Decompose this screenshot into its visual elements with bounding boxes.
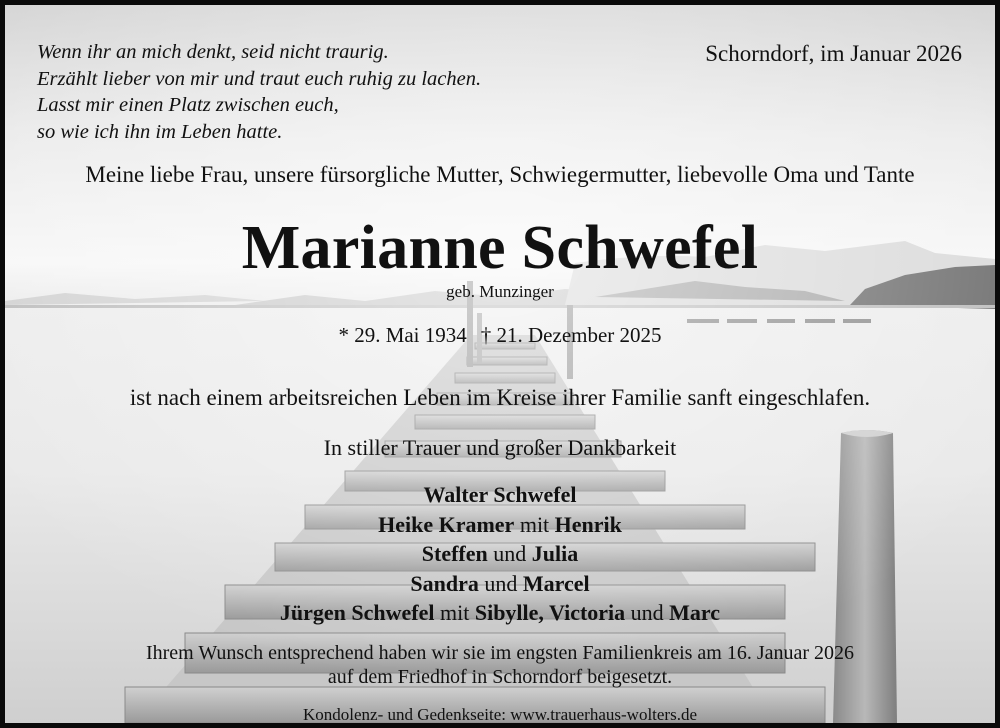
burial-line: auf dem Friedhof in Schorndorf beigesetzt.	[327, 666, 673, 688]
poem-line: so wie ich ihn im Leben hatte.	[37, 120, 283, 143]
mourner-name: Walter Schwefel	[423, 482, 577, 507]
mourner-row	[5, 569, 995, 599]
mourners-list	[5, 480, 995, 628]
mourner-row	[5, 510, 995, 540]
burial-line: Ihrem Wunsch entsprechend haben wir sie im engsten Familienkreis am 16. Januar 2026	[145, 642, 855, 664]
mourner-name: Marcel	[522, 570, 590, 596]
mourner-row	[5, 480, 995, 510]
death-date: † 21. Dezember 2025	[480, 323, 662, 347]
mourner-name: Steffen	[421, 541, 488, 566]
mourner-name: Jürgen Schwefel	[279, 600, 435, 625]
mourner-name: Henrik	[554, 511, 622, 537]
memorial-poem	[37, 39, 481, 145]
poem-line: Erzählt lieber von mir und traut euch ruhig zu lachen.	[37, 67, 482, 90]
poem-line: Lasst mir einen Platz zwischen euch,	[37, 94, 339, 116]
mourner-name: Sibylle, Victoria	[474, 600, 626, 625]
life-dates	[5, 323, 995, 348]
deceased-name: Marianne Schwefel	[241, 214, 759, 282]
mourner-name: Julia	[531, 541, 579, 566]
birth-date: * 29. Mai 1934	[338, 323, 467, 347]
grief-line: In stiller Trauer und großer Dankbarkeit	[323, 435, 677, 460]
mourner-row	[5, 598, 995, 628]
mourner-name: Sandra	[410, 570, 479, 596]
condolence-website[interactable]: Kondolenz- und Gedenkseite: www.trauerhaus-wolters.de	[302, 705, 698, 724]
mourner-row	[5, 539, 995, 569]
connector-word: und	[630, 600, 664, 625]
connector-word: mit	[519, 511, 550, 537]
connector-word: mit	[440, 600, 470, 625]
relationship-intro: Meine liebe Frau, unsere fürsorgliche Mutter, Schwiegermutter, liebevolle Oma und Tante	[85, 162, 915, 187]
burial-notice	[5, 641, 995, 689]
place-and-date: Schorndorf, im Januar 2026	[705, 41, 962, 66]
mourner-name: Heike Kramer	[378, 511, 515, 537]
connector-word: und	[493, 541, 527, 566]
passing-message: ist nach einem arbeitsreichen Leben im Kreise ihrer Familie sanft eingeschlafen.	[129, 385, 871, 410]
connector-word: und	[484, 570, 518, 596]
birth-name: geb. Munzinger	[446, 282, 554, 301]
poem-line: Wenn ihr an mich denkt, seid nicht traurig.	[37, 41, 389, 63]
mourner-name: Marc	[669, 600, 721, 625]
